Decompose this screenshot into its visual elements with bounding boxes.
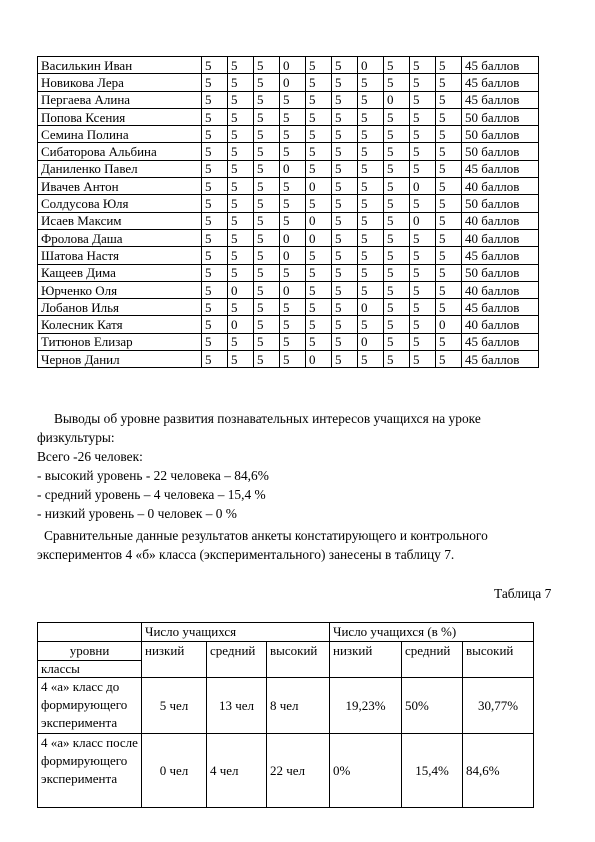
score-cell: 5 <box>410 57 436 74</box>
score-row <box>38 351 539 368</box>
score-cell: 5 <box>410 247 436 264</box>
score-cell: 5 <box>410 316 436 333</box>
score-cell: 5 <box>202 143 228 160</box>
score-cell: 5 <box>436 299 462 316</box>
score-cell: 5 <box>306 299 332 316</box>
student-name: Пергаева Алина <box>38 91 202 108</box>
score-cell: 5 <box>202 212 228 229</box>
levels-label: уровни <box>38 642 141 661</box>
score-cell: 5 <box>384 195 410 212</box>
score-cell: 5 <box>358 316 384 333</box>
score-cell: 5 <box>332 91 358 108</box>
score-row <box>38 316 539 333</box>
student-name: Чернов Данил <box>38 351 202 368</box>
score-cell: 5 <box>254 351 280 368</box>
score-cell: 0 <box>306 229 332 246</box>
col-mid-count: средний <box>207 642 267 678</box>
table-row-after <box>38 734 534 808</box>
total-score: 45 баллов <box>462 160 539 177</box>
score-cell: 5 <box>254 126 280 143</box>
score-cell: 5 <box>228 195 254 212</box>
score-cell: 5 <box>436 178 462 195</box>
score-cell: 0 <box>280 247 306 264</box>
score-cell: 5 <box>384 281 410 298</box>
score-cell: 5 <box>384 160 410 177</box>
score-cell: 5 <box>254 178 280 195</box>
score-cell: 5 <box>228 126 254 143</box>
score-cell: 5 <box>254 264 280 281</box>
score-cell: 5 <box>254 160 280 177</box>
student-name: Даниленко Павел <box>38 160 202 177</box>
score-cell: 5 <box>228 212 254 229</box>
count-high: 8 чел <box>267 678 330 734</box>
corner-cell <box>38 623 142 642</box>
score-row <box>38 74 539 91</box>
score-cell: 5 <box>280 316 306 333</box>
total-score: 45 баллов <box>462 351 539 368</box>
score-cell: 5 <box>254 333 280 350</box>
score-cell: 5 <box>306 74 332 91</box>
score-cell: 5 <box>306 160 332 177</box>
score-cell: 5 <box>202 195 228 212</box>
col-high-count: высокий <box>267 642 330 678</box>
score-row <box>38 299 539 316</box>
score-cell: 5 <box>332 229 358 246</box>
score-cell: 5 <box>436 74 462 91</box>
score-cell: 5 <box>332 299 358 316</box>
score-cell: 5 <box>436 195 462 212</box>
student-name: Шатова Настя <box>38 247 202 264</box>
score-cell: 0 <box>306 351 332 368</box>
score-cell: 5 <box>436 351 462 368</box>
score-cell: 5 <box>358 281 384 298</box>
student-name: Юрченко Оля <box>38 281 202 298</box>
score-cell: 5 <box>306 281 332 298</box>
score-cell: 0 <box>410 178 436 195</box>
score-cell: 5 <box>384 229 410 246</box>
score-cell: 5 <box>358 160 384 177</box>
score-cell: 5 <box>202 247 228 264</box>
score-cell: 5 <box>254 281 280 298</box>
score-cell: 5 <box>410 108 436 125</box>
total-score: 45 баллов <box>462 247 539 264</box>
score-cell: 5 <box>306 316 332 333</box>
score-row <box>38 178 539 195</box>
row-label: 4 «а» класс до формирующего эксперимента <box>38 678 142 734</box>
total-score: 40 баллов <box>462 229 539 246</box>
score-cell: 5 <box>436 160 462 177</box>
score-row <box>38 229 539 246</box>
score-cell: 5 <box>280 143 306 160</box>
score-row <box>38 143 539 160</box>
score-cell: 5 <box>384 143 410 160</box>
score-cell: 5 <box>306 247 332 264</box>
score-cell: 5 <box>202 126 228 143</box>
score-cell: 5 <box>254 108 280 125</box>
score-cell: 5 <box>410 299 436 316</box>
score-cell: 5 <box>384 333 410 350</box>
score-cell: 0 <box>306 178 332 195</box>
pct-high: 84,6% <box>463 734 534 808</box>
total-score: 40 баллов <box>462 281 539 298</box>
score-row <box>38 57 539 74</box>
score-cell: 5 <box>436 281 462 298</box>
score-cell: 0 <box>228 316 254 333</box>
score-cell: 5 <box>306 108 332 125</box>
score-cell: 5 <box>228 178 254 195</box>
score-row <box>38 247 539 264</box>
score-row <box>38 108 539 125</box>
score-row <box>38 264 539 281</box>
score-cell: 5 <box>332 143 358 160</box>
pct-low: 19,23% <box>330 678 402 734</box>
classes-label: классы <box>41 661 80 676</box>
score-cell: 5 <box>384 178 410 195</box>
score-cell: 5 <box>202 178 228 195</box>
score-cell: 5 <box>358 195 384 212</box>
score-cell: 0 <box>410 212 436 229</box>
score-cell: 5 <box>358 178 384 195</box>
student-name: Исаев Максим <box>38 212 202 229</box>
score-cell: 5 <box>358 247 384 264</box>
score-cell: 5 <box>436 229 462 246</box>
score-cell: 5 <box>202 264 228 281</box>
score-cell: 5 <box>384 247 410 264</box>
score-cell: 5 <box>228 264 254 281</box>
score-cell: 0 <box>358 57 384 74</box>
score-cell: 5 <box>410 195 436 212</box>
student-name: Новикова Лера <box>38 74 202 91</box>
score-cell: 5 <box>436 91 462 108</box>
low-level-line: - низкий уровень – 0 человек – 0 % <box>37 506 237 521</box>
total-score: 50 баллов <box>462 264 539 281</box>
score-cell: 5 <box>280 212 306 229</box>
score-cell: 5 <box>202 74 228 91</box>
score-cell: 0 <box>280 74 306 91</box>
score-cell: 5 <box>384 108 410 125</box>
score-cell: 0 <box>358 299 384 316</box>
score-cell: 5 <box>358 229 384 246</box>
score-cell: 5 <box>280 264 306 281</box>
score-cell: 5 <box>254 57 280 74</box>
score-cell: 5 <box>358 108 384 125</box>
score-cell: 5 <box>254 229 280 246</box>
scores-table-body <box>38 57 539 368</box>
score-cell: 5 <box>410 74 436 91</box>
score-cell: 5 <box>228 160 254 177</box>
score-cell: 5 <box>280 91 306 108</box>
score-cell: 5 <box>280 333 306 350</box>
total-score: 40 баллов <box>462 316 539 333</box>
score-cell: 5 <box>306 195 332 212</box>
student-name: Попова Ксения <box>38 108 202 125</box>
score-cell: 5 <box>332 351 358 368</box>
score-row <box>38 333 539 350</box>
total-score: 45 баллов <box>462 57 539 74</box>
comparison-line-1: Сравнительные данные результатов анкеты констатирующего и контрольного <box>44 528 488 543</box>
col-low-pct: низкий <box>330 642 402 678</box>
score-cell: 5 <box>280 351 306 368</box>
student-name: Кащеев Дима <box>38 264 202 281</box>
score-cell: 5 <box>436 333 462 350</box>
score-cell: 5 <box>358 143 384 160</box>
score-cell: 5 <box>202 160 228 177</box>
table-caption: Таблица 7 <box>494 586 552 601</box>
score-cell: 5 <box>306 333 332 350</box>
score-cell: 5 <box>436 143 462 160</box>
score-cell: 5 <box>228 91 254 108</box>
score-cell: 5 <box>306 264 332 281</box>
student-name: Сибаторова Альбина <box>38 143 202 160</box>
score-cell: 5 <box>384 126 410 143</box>
score-cell: 5 <box>332 178 358 195</box>
score-cell: 5 <box>202 281 228 298</box>
score-cell: 0 <box>358 333 384 350</box>
student-name: Солдусова Юля <box>38 195 202 212</box>
score-cell: 5 <box>228 108 254 125</box>
score-cell: 0 <box>384 91 410 108</box>
col-low-count: низкий <box>142 642 207 678</box>
student-name: Ивачев Антон <box>38 178 202 195</box>
score-cell: 5 <box>332 126 358 143</box>
score-cell: 5 <box>228 247 254 264</box>
total-score: 45 баллов <box>462 299 539 316</box>
total-score: 50 баллов <box>462 143 539 160</box>
comparison-line-2: экспериментов 4 «б» класса (экспериментального) занесены в таблицу 7. <box>37 547 455 562</box>
table-header-row-2 <box>38 642 534 678</box>
score-cell: 5 <box>254 299 280 316</box>
score-cell: 5 <box>436 212 462 229</box>
score-cell: 5 <box>436 247 462 264</box>
score-cell: 5 <box>332 247 358 264</box>
table-row-before <box>38 678 534 734</box>
score-cell: 5 <box>384 57 410 74</box>
score-cell: 0 <box>280 229 306 246</box>
score-cell: 5 <box>254 212 280 229</box>
score-cell: 5 <box>358 74 384 91</box>
score-cell: 5 <box>332 333 358 350</box>
score-cell: 5 <box>228 333 254 350</box>
count-high: 22 чел <box>267 734 330 808</box>
score-cell: 5 <box>332 160 358 177</box>
table-header-row-1 <box>38 623 534 642</box>
score-cell: 5 <box>358 351 384 368</box>
total-score: 45 баллов <box>462 91 539 108</box>
score-cell: 5 <box>436 126 462 143</box>
score-cell: 5 <box>228 299 254 316</box>
pct-mid: 15,4% <box>402 734 463 808</box>
score-cell: 5 <box>202 333 228 350</box>
score-cell: 5 <box>332 316 358 333</box>
score-cell: 5 <box>384 316 410 333</box>
total-line: Всего -26 человек: <box>37 449 143 464</box>
score-cell: 5 <box>410 160 436 177</box>
total-score: 40 баллов <box>462 178 539 195</box>
score-cell: 5 <box>410 126 436 143</box>
col-mid-pct: средний <box>402 642 463 678</box>
score-cell: 5 <box>202 351 228 368</box>
score-cell: 5 <box>436 264 462 281</box>
score-cell: 5 <box>384 299 410 316</box>
levels-classes-cell <box>38 642 142 678</box>
score-cell: 5 <box>202 316 228 333</box>
score-cell: 5 <box>254 247 280 264</box>
score-cell: 5 <box>410 264 436 281</box>
score-row <box>38 91 539 108</box>
total-score: 50 баллов <box>462 126 539 143</box>
score-cell: 5 <box>202 229 228 246</box>
score-cell: 5 <box>254 91 280 108</box>
mid-level-line: - средний уровень – 4 человека – 15,4 % <box>37 487 266 502</box>
total-score: 50 баллов <box>462 108 539 125</box>
score-cell: 0 <box>280 160 306 177</box>
score-cell: 5 <box>436 57 462 74</box>
score-cell: 5 <box>384 74 410 91</box>
header-percent: Число учащихся (в %) <box>330 623 534 642</box>
score-cell: 5 <box>280 108 306 125</box>
pct-mid: 50% <box>402 678 463 734</box>
student-name: Лобанов Илья <box>38 299 202 316</box>
score-cell: 5 <box>280 299 306 316</box>
score-cell: 5 <box>384 264 410 281</box>
score-cell: 5 <box>358 91 384 108</box>
score-cell: 5 <box>202 91 228 108</box>
score-cell: 5 <box>410 281 436 298</box>
conclusion-line-1: Выводы об уровне развития познавательных интересов учащихся на уроке <box>54 411 481 426</box>
total-score: 40 баллов <box>462 212 539 229</box>
score-row <box>38 195 539 212</box>
score-cell: 5 <box>384 212 410 229</box>
score-cell: 5 <box>358 126 384 143</box>
comparison-table <box>37 622 534 808</box>
total-score: 45 баллов <box>462 74 539 91</box>
score-row <box>38 212 539 229</box>
student-name: Василькин Иван <box>38 57 202 74</box>
score-cell: 5 <box>306 126 332 143</box>
pct-low: 0% <box>330 734 402 808</box>
header-count: Число учащихся <box>142 623 330 642</box>
score-cell: 5 <box>410 91 436 108</box>
score-cell: 5 <box>410 143 436 160</box>
score-cell: 5 <box>280 178 306 195</box>
score-cell: 5 <box>436 108 462 125</box>
score-cell: 5 <box>332 108 358 125</box>
score-cell: 5 <box>384 351 410 368</box>
score-cell: 5 <box>358 264 384 281</box>
score-cell: 5 <box>254 316 280 333</box>
score-cell: 5 <box>332 74 358 91</box>
score-cell: 5 <box>228 351 254 368</box>
score-cell: 0 <box>280 57 306 74</box>
score-row <box>38 281 539 298</box>
score-cell: 5 <box>332 57 358 74</box>
score-cell: 5 <box>306 57 332 74</box>
conclusion-line-2: физкультуры: <box>37 430 115 445</box>
score-cell: 5 <box>410 333 436 350</box>
count-mid: 13 чел <box>207 678 267 734</box>
score-row <box>38 126 539 143</box>
score-cell: 0 <box>280 281 306 298</box>
high-level-line: - высокий уровень - 22 человека – 84,6% <box>37 468 269 483</box>
score-cell: 5 <box>254 143 280 160</box>
count-mid: 4 чел <box>207 734 267 808</box>
total-score: 50 баллов <box>462 195 539 212</box>
score-cell: 5 <box>358 212 384 229</box>
score-cell: 5 <box>332 212 358 229</box>
score-cell: 0 <box>228 281 254 298</box>
score-cell: 5 <box>228 229 254 246</box>
score-cell: 5 <box>306 143 332 160</box>
student-name: Колесник Катя <box>38 316 202 333</box>
student-name: Титюнов Елизар <box>38 333 202 350</box>
count-low: 0 чел <box>142 734 207 808</box>
score-cell: 5 <box>228 143 254 160</box>
score-cell: 5 <box>332 195 358 212</box>
score-row <box>38 160 539 177</box>
score-cell: 5 <box>410 351 436 368</box>
score-cell: 5 <box>280 195 306 212</box>
student-name: Семина Полина <box>38 126 202 143</box>
score-cell: 5 <box>228 57 254 74</box>
count-low: 5 чел <box>142 678 207 734</box>
student-name: Фролова Даша <box>38 229 202 246</box>
score-cell: 0 <box>436 316 462 333</box>
row-label: 4 «а» класс после формирующего эксперимента <box>38 734 142 808</box>
score-cell: 5 <box>254 74 280 91</box>
scores-table <box>37 56 539 368</box>
score-cell: 5 <box>228 74 254 91</box>
score-cell: 5 <box>306 91 332 108</box>
score-cell: 0 <box>306 212 332 229</box>
total-score: 45 баллов <box>462 333 539 350</box>
col-high-pct: высокий <box>463 642 534 678</box>
score-cell: 5 <box>254 195 280 212</box>
score-cell: 5 <box>202 108 228 125</box>
pct-high: 30,77% <box>463 678 534 734</box>
score-cell: 5 <box>280 126 306 143</box>
score-cell: 5 <box>332 281 358 298</box>
score-cell: 5 <box>410 229 436 246</box>
score-cell: 5 <box>332 264 358 281</box>
score-cell: 5 <box>202 57 228 74</box>
score-cell: 5 <box>202 299 228 316</box>
